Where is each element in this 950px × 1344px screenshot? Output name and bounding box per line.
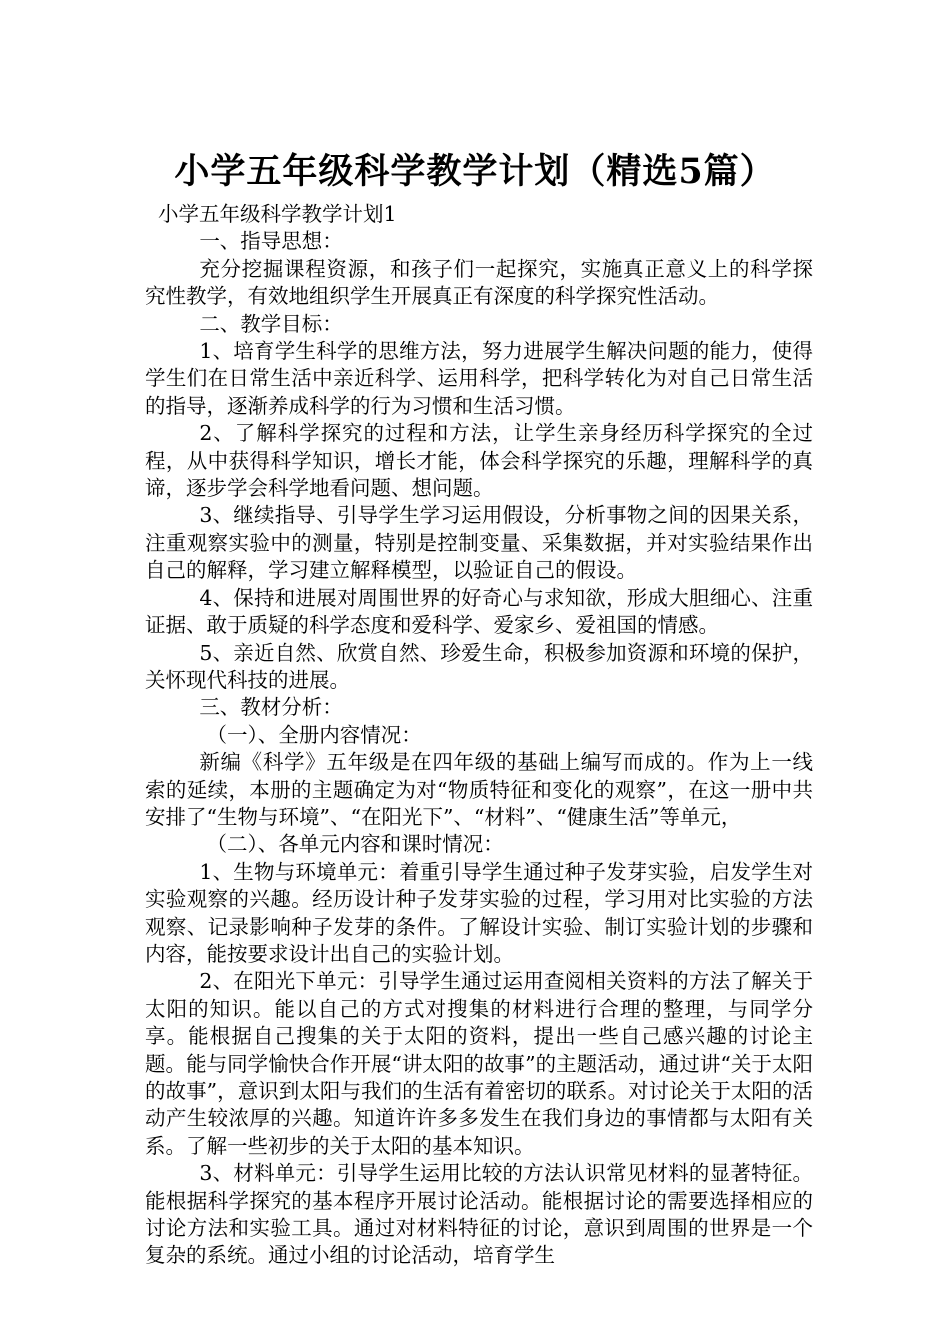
paragraph-guiding-thought: 充分挖掘课程资源，和孩子们一起探究，实施真正意义上的科学探究性教学，有效地组织学生开展真正有深度的科学探究性活动。 [145,256,813,309]
heading-units: （二）、各单元内容和课时情况： [206,832,504,857]
paragraph-goal-5: 5、亲近自然、欣赏自然、珍爱生命，积极参加资源和环境的保护，关怀现代科技的进展。 [145,640,813,692]
paragraph-unit-1: 1、生物与环境单元：着重引导学生通过种子发芽实验，启发学生对实验观察的兴趣。经历设计种子发芽实验的过程，学习用对比实验的方法观察、记录影响种子发芽的条件。了解设计实验、制订实验计划的步骤和内容，能按要求设计出自己的实验计划。 [145,859,813,966]
heading-whole-book: （一）、全册内容情况： [206,722,422,747]
paragraph-unit-3: 3、材料单元：引导学生运用比较的方法认识常见材料的显著特征。能根据科学探究的基本程序开展讨论活动。能根据讨论的需要选择相应的讨论方法和实验工具。通过对材料特征的讨论，意识到周围的世界是一个复杂的系统。通过小组的讨论活动，培育学生 [145,1161,813,1268]
heading-teaching-goals: 二、教学目标： [199,311,343,336]
document-title: 小学五年级科学教学计划（精选5篇） [174,151,776,193]
paragraph-goal-3: 3、继续指导、引导学生学习运用假设，分析事物之间的因果关系，注重观察实验中的测量，特别是控制变量、采集数据，并对实验结果作出自己的解释，学习建立解释模型，以验证自己的假设。 [145,503,813,583]
document-body [145,201,813,1270]
paragraph-unit-2: 2、在阳光下单元：引导学生通过运用查阅相关资料的方法了解关于太阳的知识。能以自己的方式对搜集的材料进行合理的整理，与同学分享。能根据自己搜集的关于太阳的资料，提出一些自己感兴趣的讨论主题。能与同学愉快合作开展“讲太阳的故事”的主题活动，通过讲“关于太阳的故事”，意识到太阳与我们的生活有着密切的联系。对讨论关于太阳的活动产生较浓厚的兴趣。知道许许多多发生在我们身边的事情都与太阳有关系。了解一些初步的关于太阳的基本知识。 [145,969,813,1158]
paragraph-goal-2: 2、了解科学探究的过程和方法，让学生亲身经历科学探究的全过程，从中获得科学知识，增长才能，体会科学探究的乐趣，理解科学的真谛，逐步学会科学地看问题、想问题。 [145,421,813,501]
heading-textbook-analysis: 三、教材分析： [199,695,343,720]
paragraph-goal-1: 1、培育学生科学的思维方法，努力进展学生解决问题的能力，使得学生们在日常生活中亲近科学、运用科学，把科学转化为对自己日常生活的指导，逐渐养成科学的行为习惯和生活习惯。 [145,339,813,418]
section-title: 小学五年级科学教学计划1 [158,202,397,226]
heading-guiding-thought: 一、指导思想： [199,229,343,254]
paragraph-whole-book: 新编《科学》五年级是在四年级的基础上编写而成的。作为上一线索的延续，本册的主题确定为对“物质特征和变化的观察”，在这一册中共安排了“生物与环境”、“在阳光下”、“材料”、“健康生活”等单元， [145,750,813,829]
paragraph-goal-4: 4、保持和进展对周围世界的好奇心与求知欲，形成大胆细心、注重证据、敢于质疑的科学态度和爱科学、爱家乡、爱祖国的情感。 [145,585,813,638]
